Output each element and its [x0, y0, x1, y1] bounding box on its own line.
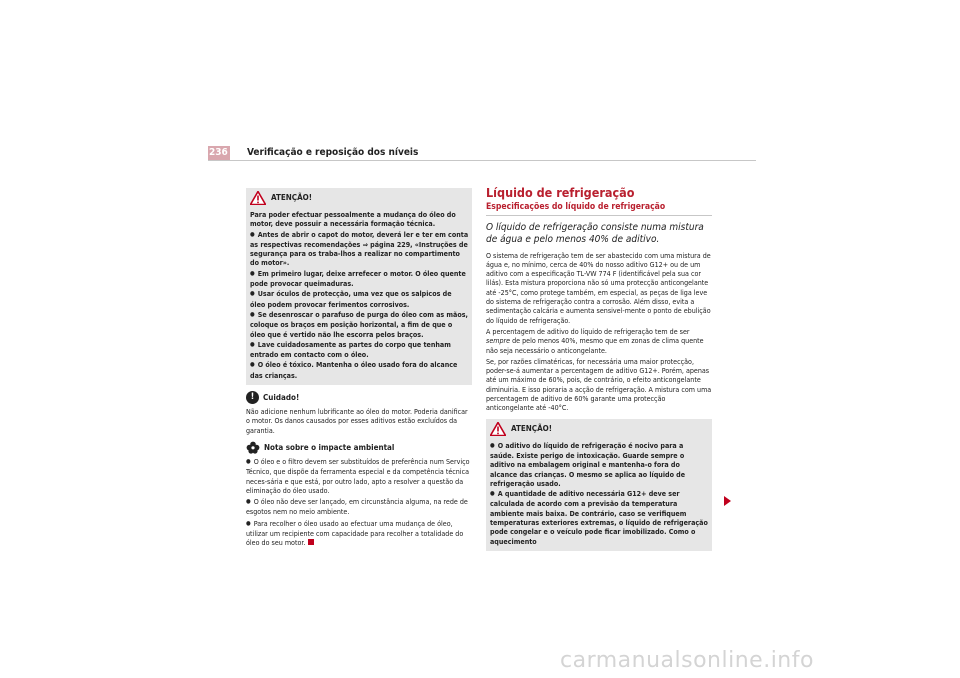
- caution-icon: !: [246, 391, 259, 404]
- body-paragraph: Se, por razões climatéricas, for necessária uma maior protecção, poder-se-á aumentar a percentagem de aditivo G12+. Porém, apenas até um máximo de 60%, pois, de contrário, o efeito anticongelante diminuiria. E isso pioraria a acção de refrigeração. A mistura com uma percentagem de aditivo de 60% garante uma protecção anticongelante até -40°C.: [486, 356, 712, 413]
- right-column: [486, 185, 712, 551]
- environment-flower-icon: [246, 441, 260, 454]
- caution-text: Não adicione nenhum lubrificante ao óleo do motor. Poderia danificar o motor. Os danos causados por esses aditivos estão excluídos da garantia.: [246, 407, 468, 435]
- warning-triangle-icon: [250, 191, 266, 205]
- warning-item: ● Antes de abrir o capot do motor, deverá ler e ter em conta as respectivas recomendações ⇒ página 229, «Instruções de segurança para os traba-lhos a realizar no compartimento do motor».: [250, 230, 469, 268]
- warning-item: ● A quantidade de aditivo necessária G12+ deve ser calculada de acordo com a previsão da temperatura ambiente mais baixa. De contrário, caso se verifiquem temperaturas exteriores extremas, o líquido de refrigeração pode congelar e o veículo pode ficar imobilizado. Como o aquecimento: [490, 489, 709, 546]
- body-text: A percentagem de aditivo do líquido de refrigeração tem de ser: [486, 326, 690, 336]
- lead-paragraph: O líquido de refrigeração consiste numa mistura de água e pelo menos 40% de aditivo.: [486, 221, 704, 245]
- left-column: [246, 188, 472, 550]
- warning-heading: [490, 422, 709, 436]
- body-paragraph: [486, 327, 712, 355]
- warning-heading: [250, 191, 469, 205]
- env-note-item: ● O óleo não deve ser lançado, em circunstância alguma, na rede de esgotos nem no meio ambiente.: [246, 497, 472, 517]
- warning-title: ATENÇÃO!: [271, 193, 313, 203]
- body-paragraph: O sistema de refrigeração tem de ser abastecido com uma mistura de água e, no mínimo, cerca de 40% do nosso aditivo G12+ ou de um aditivo com a especificação TL-VW 774 F (identificável pela sua cor lilás). Esta mistura proporciona não só uma protecção anticongelante até -25°C, como protege também, em especial, as peças de liga leve do sistema de refrigeração contra a corrosão. Além disso, evita a sedimentação calcária e aumenta sensivel-mente o ponto de ebulição do líquido de refrigeração.: [486, 250, 711, 325]
- warning-item: ● Usar óculos de protecção, uma vez que os salpicos de óleo podem provocar ferimentos corrosivos.: [250, 289, 469, 309]
- warning-item: ● O aditivo do líquido de refrigeração é nocivo para a saúde. Existe perigo de intoxicação. Guarde sempre o aditivo na embalagem original e mantenha-o fora do alcance das crianças. O mesmo se aplica ao líquido de refrigeração usado.: [490, 441, 709, 488]
- caution-heading: [246, 391, 472, 404]
- watermark: carmanualsonline.info: [560, 648, 814, 673]
- running-header: Verificação e reposição dos níveis: [247, 147, 419, 158]
- body-text: de pelo menos 40%, mesmo que em zonas de clima quente não seja necessário o anticongelante.: [486, 336, 704, 355]
- subsection-heading: Especificações do líquido de refrigeração: [486, 203, 712, 215]
- env-note-item: ● O óleo e o filtro devem ser substituídos de preferência num Serviço Técnico, que dispõe da ferramenta especial e da competência técnica neces-sária e que está, por outro lado, apto a resolver a questão da eliminação do óleo usado.: [246, 457, 472, 495]
- section-heading: Líquido de refrigeração: [486, 185, 635, 200]
- warning-box: [246, 188, 472, 385]
- caution-title: Cuidado!: [263, 392, 300, 402]
- warning-item: ● Lave cuidadosamente as partes do corpo que tenham entrado em contacto com o óleo.: [250, 340, 469, 360]
- end-of-section-marker: [308, 539, 314, 545]
- page-number: 236: [209, 147, 228, 158]
- env-note-item-text: Para recolher o óleo usado ao efectuar uma mudança de óleo, utilizar um recipiente com capacidade para recolher a totalidade do óleo do seu motor.: [246, 518, 464, 548]
- warning-intro: Para poder efectuar pessoalmente a mudança do óleo do motor, deve possuir a necessária formação técnica.: [250, 210, 456, 229]
- warning-title: ATENÇÃO!: [511, 423, 553, 433]
- emphasis-text: sempre: [486, 336, 511, 346]
- warning-box: [486, 419, 712, 551]
- env-note-item: [246, 519, 472, 548]
- warning-item: ● Em primeiro lugar, deixe arrefecer o motor. O óleo quente pode provocar queimaduras.: [250, 269, 469, 289]
- env-note-title: Nota sobre o impacte ambiental: [264, 442, 395, 452]
- env-note-heading: [246, 441, 472, 454]
- warning-item: ● O óleo é tóxico. Mantenha o óleo usado fora do alcance das crianças.: [250, 360, 469, 380]
- warning-item: ● Se desenroscar o parafuso de purga do óleo com as mãos, coloque os braços em posição horizontal, a fim de que o óleo que é vertido não lhe escorra pelos braços.: [250, 310, 469, 339]
- header-rule: [208, 160, 756, 161]
- warning-triangle-icon: [490, 422, 506, 436]
- continue-arrow-icon: [724, 496, 731, 506]
